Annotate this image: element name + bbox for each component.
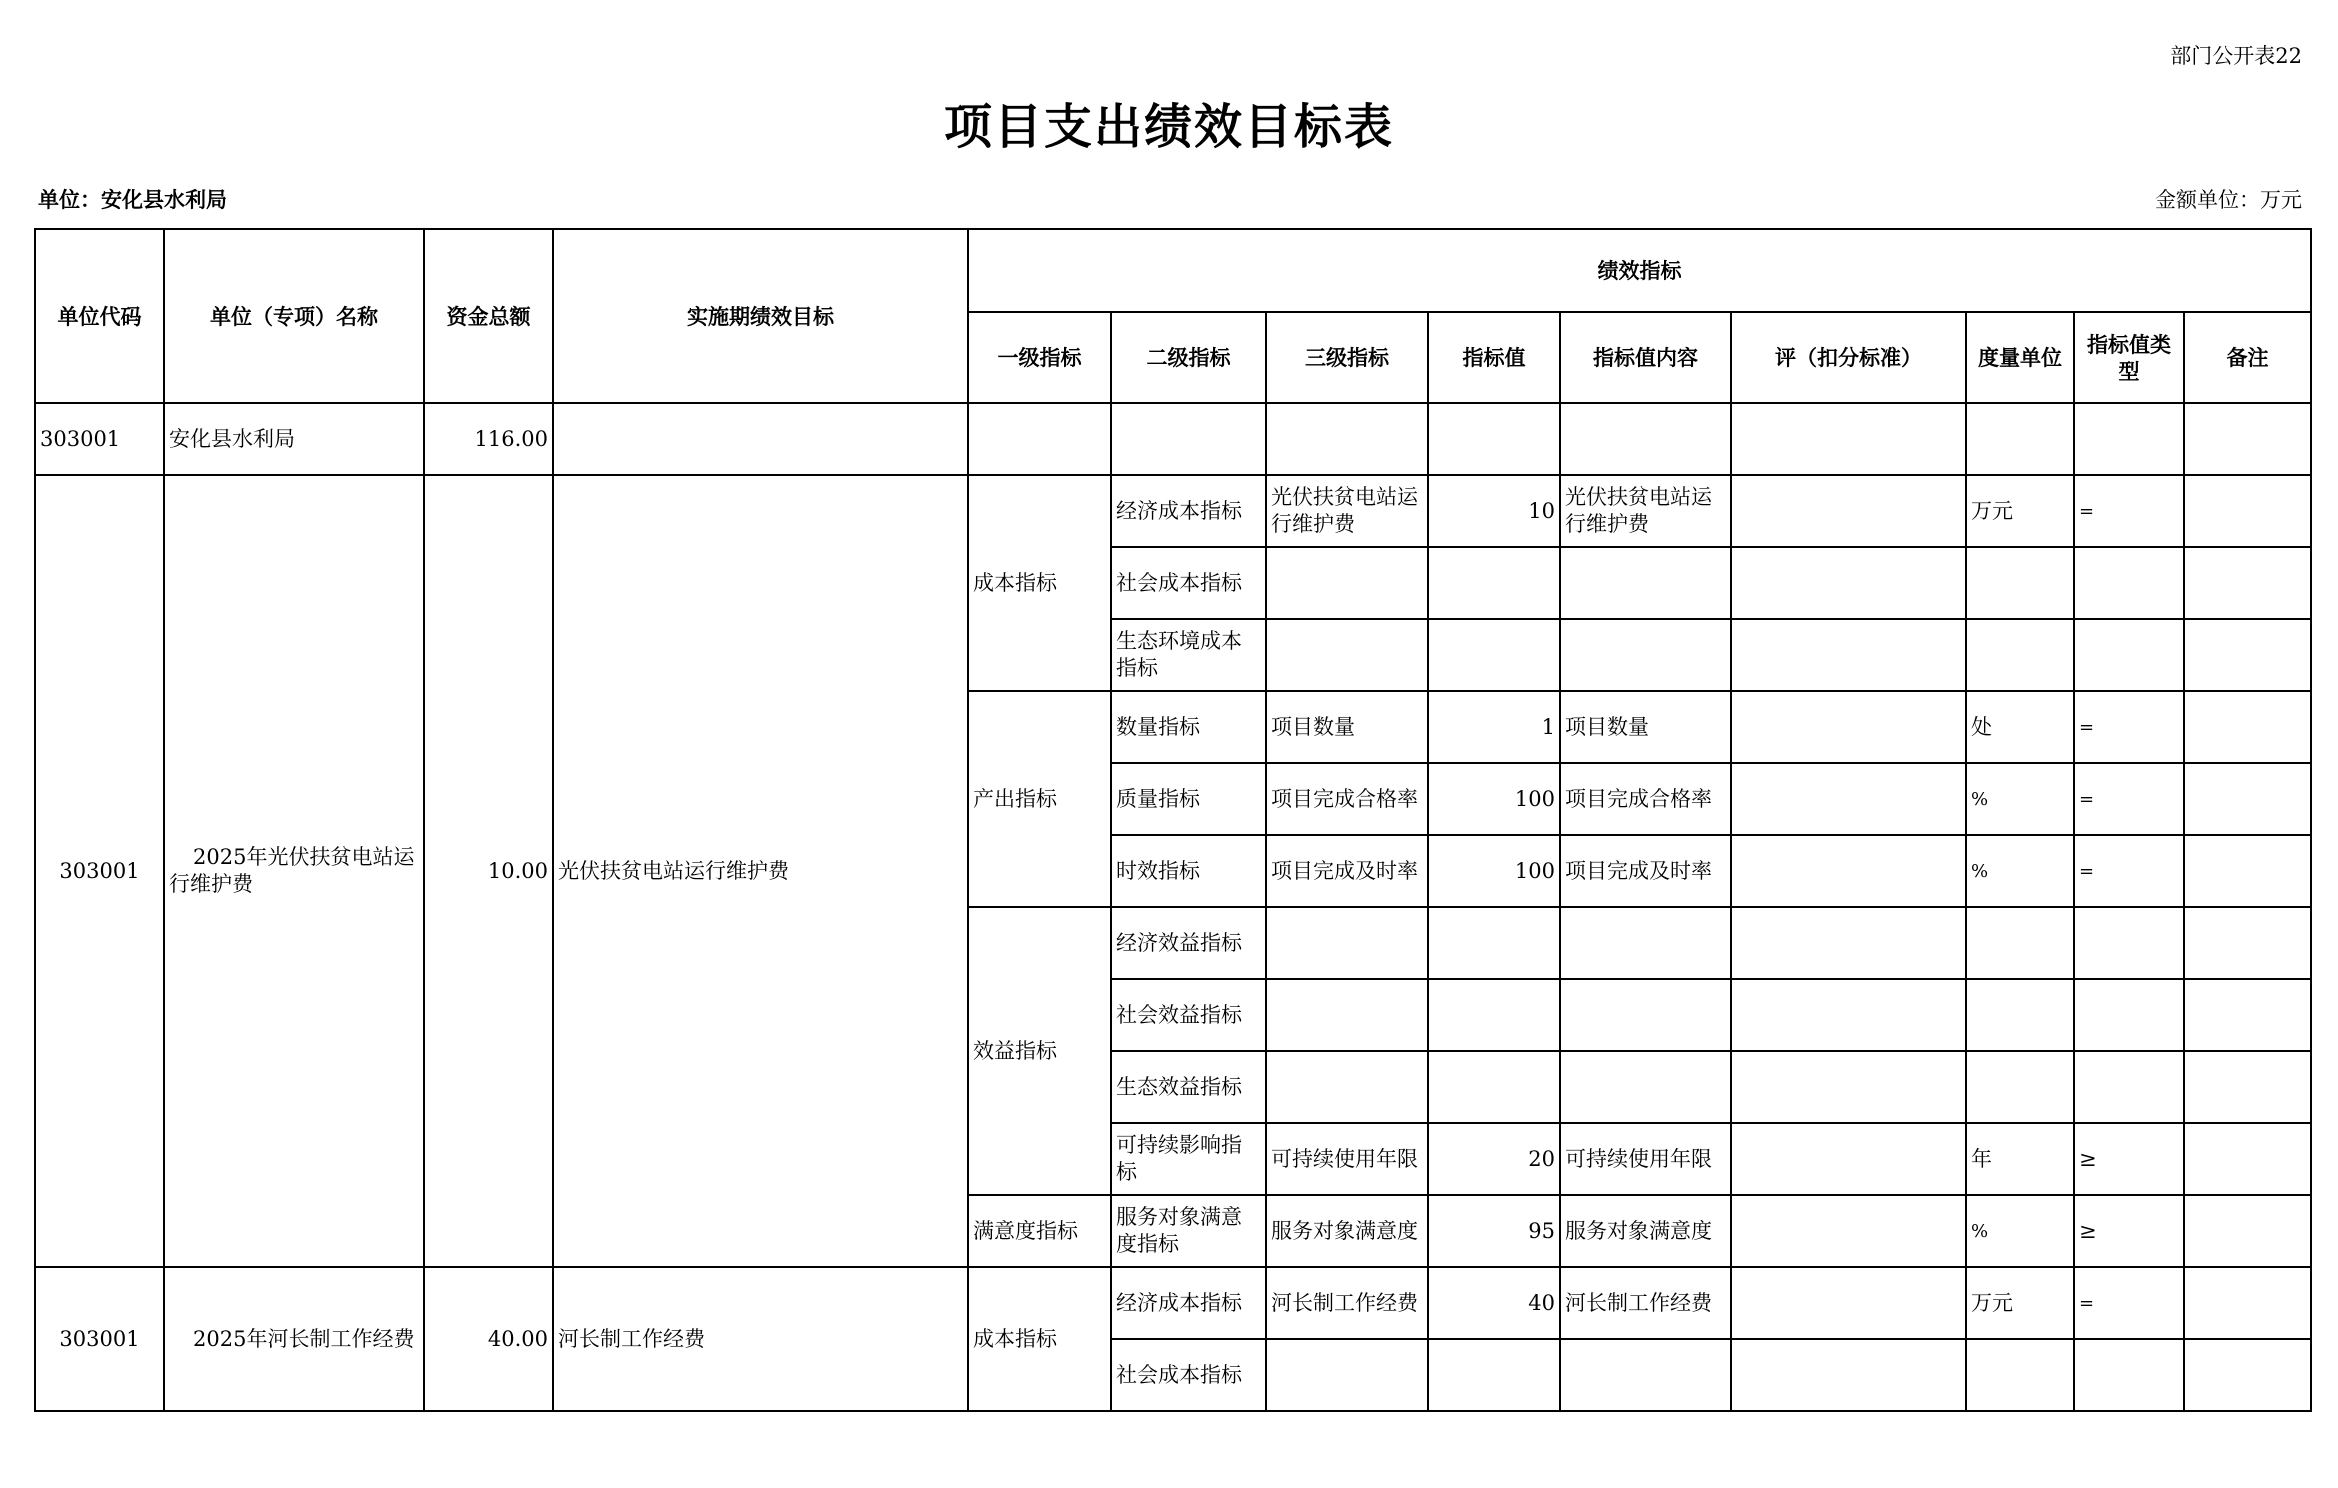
project2-code: 303001 (35, 1267, 164, 1411)
group-cost: 成本指标 (968, 1267, 1111, 1411)
indicator-content: 服务对象满意度 (1560, 1195, 1731, 1267)
indicator-l3: 项目完成合格率 (1266, 763, 1428, 835)
indicator-type: = (2074, 475, 2184, 547)
indicator-value: 100 (1428, 835, 1560, 907)
indicator-content: 项目数量 (1560, 691, 1731, 763)
indicator-type: = (2074, 1267, 2184, 1339)
header-total-funds: 资金总额 (424, 229, 553, 403)
indicator-l3: 可持续使用年限 (1266, 1123, 1428, 1195)
indicator-l2: 生态效益指标 (1111, 1051, 1266, 1123)
project1-name: 2025年光伏扶贫电站运行维护费 (164, 475, 424, 1267)
group-output: 产出指标 (968, 691, 1111, 907)
header-unit-name: 单位（专项）名称 (164, 229, 424, 403)
header-measure-unit: 度量单位 (1966, 312, 2074, 403)
indicator-l2: 社会成本指标 (1111, 547, 1266, 619)
indicator-l2: 经济成本指标 (1111, 475, 1266, 547)
indicator-l3: 服务对象满意度 (1266, 1195, 1428, 1267)
indicator-unit: 万元 (1966, 1267, 2074, 1339)
table-row (35, 475, 2311, 547)
indicator-content: 项目完成合格率 (1560, 763, 1731, 835)
indicator-unit: 万元 (1966, 475, 2074, 547)
indicator-l2: 社会成本指标 (1111, 1339, 1266, 1411)
indicator-value: 100 (1428, 763, 1560, 835)
project1-code: 303001 (35, 475, 164, 1267)
indicator-l2: 数量指标 (1111, 691, 1266, 763)
indicator-content: 河长制工作经费 (1560, 1267, 1731, 1339)
indicator-l2: 生态环境成本指标 (1111, 619, 1266, 691)
indicator-value: 10 (1428, 475, 1560, 547)
header-unit-code: 单位代码 (35, 229, 164, 403)
project1-goal: 光伏扶贫电站运行维护费 (553, 475, 968, 1267)
performance-goal-table (34, 228, 2312, 1412)
indicator-l3: 项目数量 (1266, 691, 1428, 763)
indicator-type: = (2074, 763, 2184, 835)
indicator-unit: % (1966, 763, 2074, 835)
indicator-l2: 经济成本指标 (1111, 1267, 1266, 1339)
indicator-type: ≥ (2074, 1123, 2184, 1195)
indicator-value: 95 (1428, 1195, 1560, 1267)
summary-amount: 116.00 (424, 403, 553, 475)
summary-code: 303001 (35, 403, 164, 475)
header-level3: 三级指标 (1266, 312, 1428, 403)
header-value-type: 指标值类型 (2074, 312, 2184, 403)
indicator-l2: 质量指标 (1111, 763, 1266, 835)
table-row (35, 403, 2311, 475)
header-value-content: 指标值内容 (1560, 312, 1731, 403)
indicator-content: 光伏扶贫电站运行维护费 (1560, 475, 1731, 547)
group-satisfaction: 满意度指标 (968, 1195, 1111, 1267)
indicator-l3: 光伏扶贫电站运行维护费 (1266, 475, 1428, 547)
table-row (35, 1267, 2311, 1339)
unit-label: 单位：安化县水利局 (38, 187, 227, 212)
indicator-l3: 河长制工作经费 (1266, 1267, 1428, 1339)
project2-amount: 40.00 (424, 1267, 553, 1411)
indicator-l2: 服务对象满意度指标 (1111, 1195, 1266, 1267)
group-cost: 成本指标 (968, 475, 1111, 691)
indicator-unit: % (1966, 835, 2074, 907)
header-remark: 备注 (2184, 312, 2311, 403)
header-goal: 实施期绩效目标 (553, 229, 968, 403)
header-value: 指标值 (1428, 312, 1560, 403)
indicator-content: 项目完成及时率 (1560, 835, 1731, 907)
indicator-l3: 项目完成及时率 (1266, 835, 1428, 907)
header-level2: 二级指标 (1111, 312, 1266, 403)
indicator-unit: 处 (1966, 691, 2074, 763)
header-scoring: 评（扣分标准） (1731, 312, 1966, 403)
project1-amount: 10.00 (424, 475, 553, 1267)
project2-goal: 河长制工作经费 (553, 1267, 968, 1411)
indicator-unit: % (1966, 1195, 2074, 1267)
summary-name: 安化县水利局 (164, 403, 424, 475)
indicator-unit: 年 (1966, 1123, 2074, 1195)
header-indicators: 绩效指标 (968, 229, 2311, 312)
indicator-type: = (2074, 691, 2184, 763)
indicator-value: 40 (1428, 1267, 1560, 1339)
indicator-type: ≥ (2074, 1195, 2184, 1267)
project2-name: 2025年河长制工作经费 (164, 1267, 424, 1411)
indicator-type: = (2074, 835, 2184, 907)
amount-unit-label: 金额单位：万元 (2155, 188, 2302, 212)
indicator-content: 可持续使用年限 (1560, 1123, 1731, 1195)
group-benefit: 效益指标 (968, 907, 1111, 1195)
sheet-id: 部门公开表22 (2170, 44, 2302, 68)
header-level1: 一级指标 (968, 312, 1111, 403)
indicator-l2: 时效指标 (1111, 835, 1266, 907)
indicator-l2: 经济效益指标 (1111, 907, 1266, 979)
indicator-l2: 可持续影响指标 (1111, 1123, 1266, 1195)
indicator-value: 20 (1428, 1123, 1560, 1195)
indicator-value: 1 (1428, 691, 1560, 763)
indicator-l2: 社会效益指标 (1111, 979, 1266, 1051)
page-title: 项目支出绩效目标表 (943, 99, 1394, 155)
